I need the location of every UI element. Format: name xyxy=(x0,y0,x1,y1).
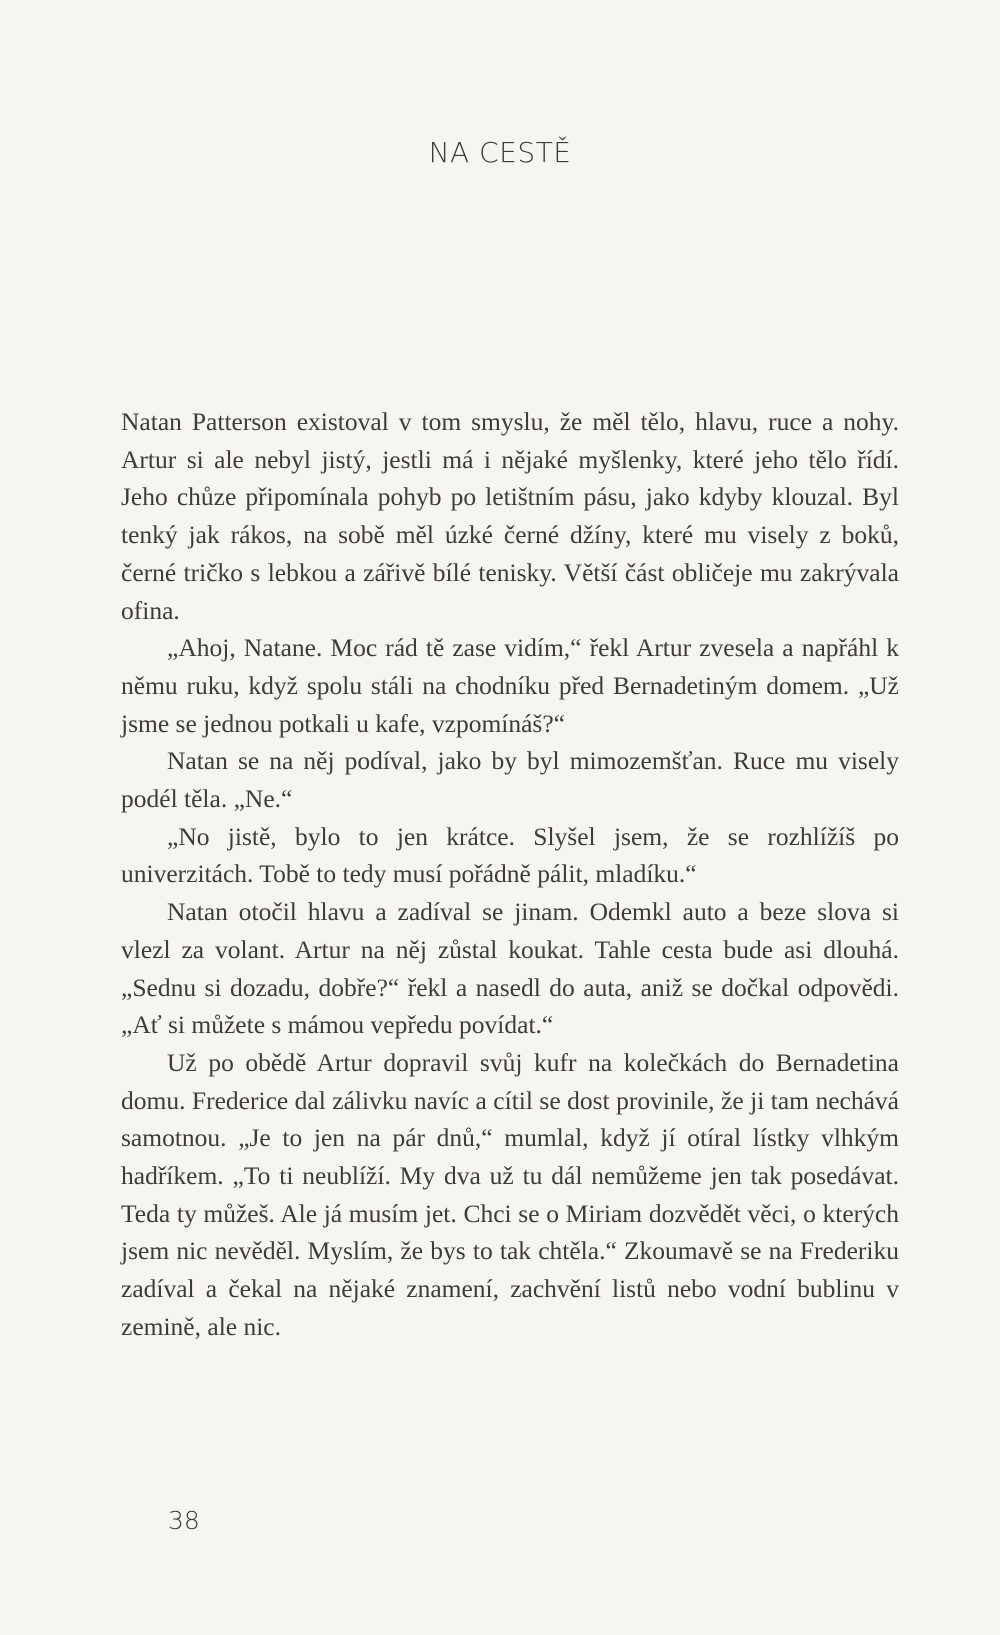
paragraph-6: Už po obědě Artur dopravil svůj kufr na kolečkách do Bernadetina domu. Frederice dal zálivku navíc a cítil se dost provinile, že ji tam nechává samotnou. „Je to jen na pár dnů,“ mumlal, když jí otíral lístky vlhkým hadříkem. „To ti neublíží. My dva už tu dál nemůžeme jen tak posedávat. Teda ty můžeš. Ale já musím jet. Chci se o Miriam dozvědět věci, o kterých jsem nic nevěděl. Myslím, že bys to tak chtěla.“ Zkoumavě se na Frederiku zadíval a čekal na nějaké znamení, zachvění listů nebo vodní bublinu v zemině, ale nic. xyxy=(121,1047,899,1341)
paragraph-2: „Ahoj, Natane. Moc rád tě zase vidím,“ řekl Artur zvesela a napřáhl k němu ruku, když spolu stáli na chodníku před Bernadetiným domem. „Už jsme se jednou potkali u kafe, vzpomínáš?“ xyxy=(121,633,899,738)
paragraph-5: Natan otočil hlavu a zadíval se jinam. Odemkl auto a beze slova si vlezl za volant. Artur na něj zůstal koukat. Tahle cesta bude asi dlouhá. „Sednu si dozadu, dobře?“ řekl a nasedl do auta, aniž se dočkal odpovědi. „Ať si můžete s mámou vepředu povídat.“ xyxy=(121,897,899,1040)
paragraph-1: Natan Patterson existoval v tom smyslu, že měl tělo, hlavu, ruce a nohy. Artur si ale nebyl jistý, jestli má i nějaké myšlenky, které jeho tělo řídí. Jeho chůze připomínala pohyb po letištním pásu, jako kdyby klouzal. Byl tenký jak rákos, na sobě měl úzké černé džíny, které mu visely z boků, černé tričko s lebkou a zářivě bílé tenisky. Větší část obličeje mu zakrývala ofina. xyxy=(121,407,899,625)
body-text xyxy=(121,403,899,1346)
page-number: 38 xyxy=(168,1506,200,1535)
chapter-title: NA CESTĚ xyxy=(428,136,572,169)
paragraph-4: „No jistě, bylo to jen krátce. Slyšel jsem, že se rozhlížíš po univerzitách. Tobě to tedy musí pořádně pálit, mladíku.“ xyxy=(121,821,899,889)
paragraph-3: Natan se na něj podíval, jako by byl mimozemšťan. Ruce mu visely podél těla. „Ne.“ xyxy=(121,746,899,814)
